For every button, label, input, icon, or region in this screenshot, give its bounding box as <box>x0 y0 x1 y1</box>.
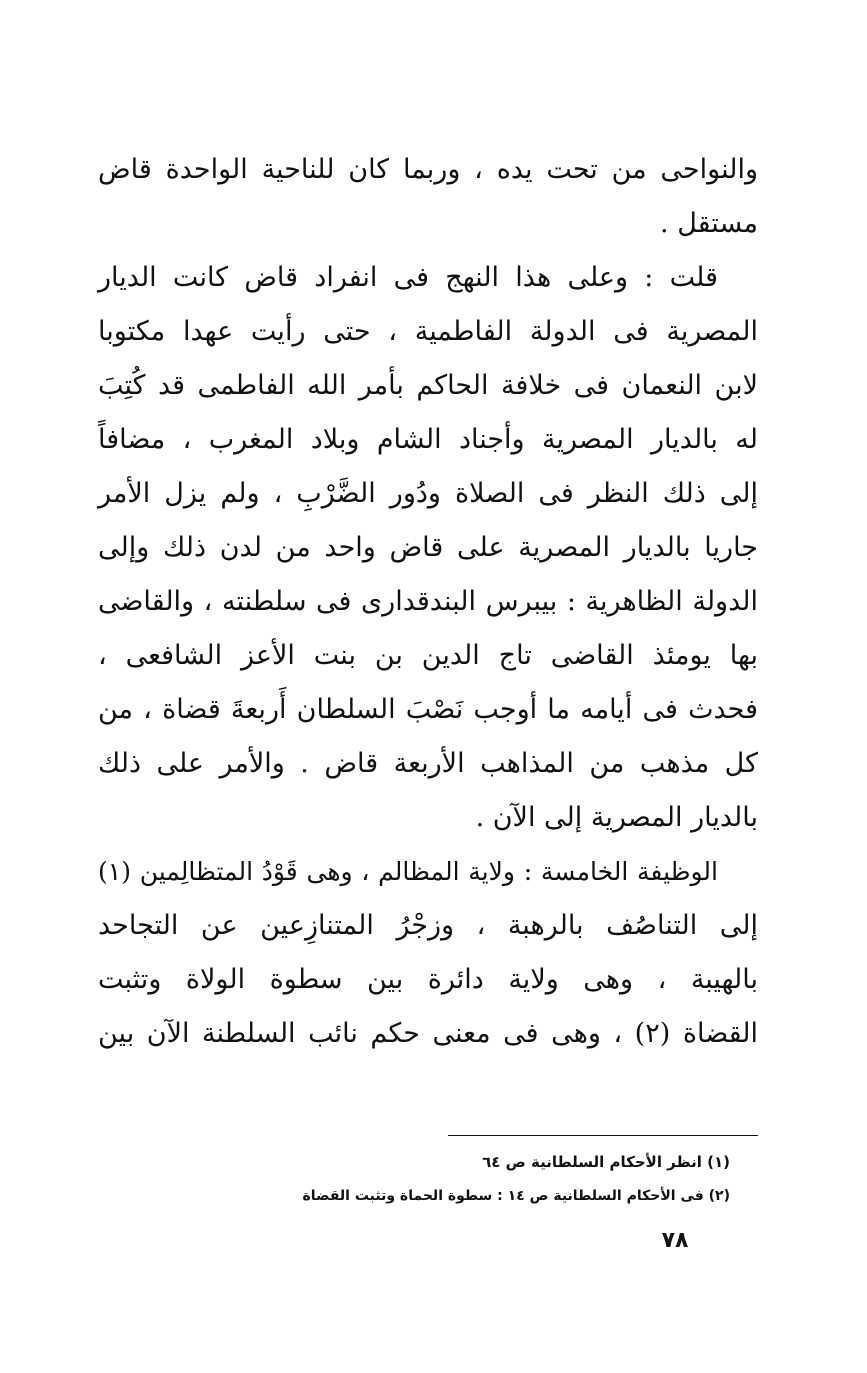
footnote-2: (٢) فى الأحكام السلطانية ص ١٤ : سطوة الحماة وتثبت القضاة <box>302 1188 730 1204</box>
text-line-16: بالهيبة ، وهى ولاية دائرة بين سطوة الولاة وتثبت <box>98 964 758 995</box>
footnotes <box>300 1145 730 1213</box>
text-line-14: الوظيفة الخامسة : ولاية المظالم ، وهى قَوْدُ المتظالِمين (١) <box>98 857 718 886</box>
text-line-10: بها يومئذ القاضى تاج الدين بن بنت الأعز الشافعى ، <box>98 640 758 671</box>
main-text <box>98 143 758 1061</box>
text-line-12: كل مذهب من المذاهب الأربعة قاض . والأمر على ذلك <box>98 748 758 779</box>
text-line-11: فحدث فى أيامه ما أوجب نَصْبَ السلطان أَربعةَ قضاة ، من <box>98 694 758 725</box>
footnote-separator <box>448 1135 758 1136</box>
text-line-17: القضاة (٢) ، وهى فى معنى حكم نائب السلطنة الآن بين <box>98 1018 758 1049</box>
text-line-2: مستقل . <box>660 208 758 239</box>
footnote-1: (١) انظر الأحكام السلطانية ص ٦٤ <box>482 1153 730 1171</box>
text-line-8: جاريا بالديار المصرية على قاض واحد من لدن ذلك وإلى <box>98 532 758 563</box>
text-line-15: إلى التناصُف بالرهبة ، وزجْرُ المتنازِعين عن التجاحد <box>98 910 758 941</box>
text-line-3: قلت : وعلى هذا النهج فى انفراد قاض كانت الديار <box>98 262 718 293</box>
text-line-7: إلى ذلك النظر فى الصلاة ودُور الضَّرْبِ ، ولم يزل الأمر <box>98 478 758 509</box>
text-line-9: الدولة الظاهرية : بيبرس البندقدارى فى سلطنته ، والقاضى <box>98 586 758 617</box>
page-number: ٧٨ <box>661 1228 689 1253</box>
text-line-13: بالديار المصرية إلى الآن . <box>475 802 758 833</box>
text-line-5: لابن النعمان فى خلافة الحاكم بأمر الله الفاطمى قد كُتِبَ <box>98 370 758 401</box>
text-line-1: والنواحى من تحت يده ، وربما كان للناحية الواحدة قاض <box>98 154 758 185</box>
text-line-4: المصرية فى الدولة الفاطمية ، حتى رأيت عهدا مكتوبا <box>98 316 758 347</box>
text-line-6: له بالديار المصرية وأجناد الشام وبلاد المغرب ، مضافاً <box>98 424 758 455</box>
